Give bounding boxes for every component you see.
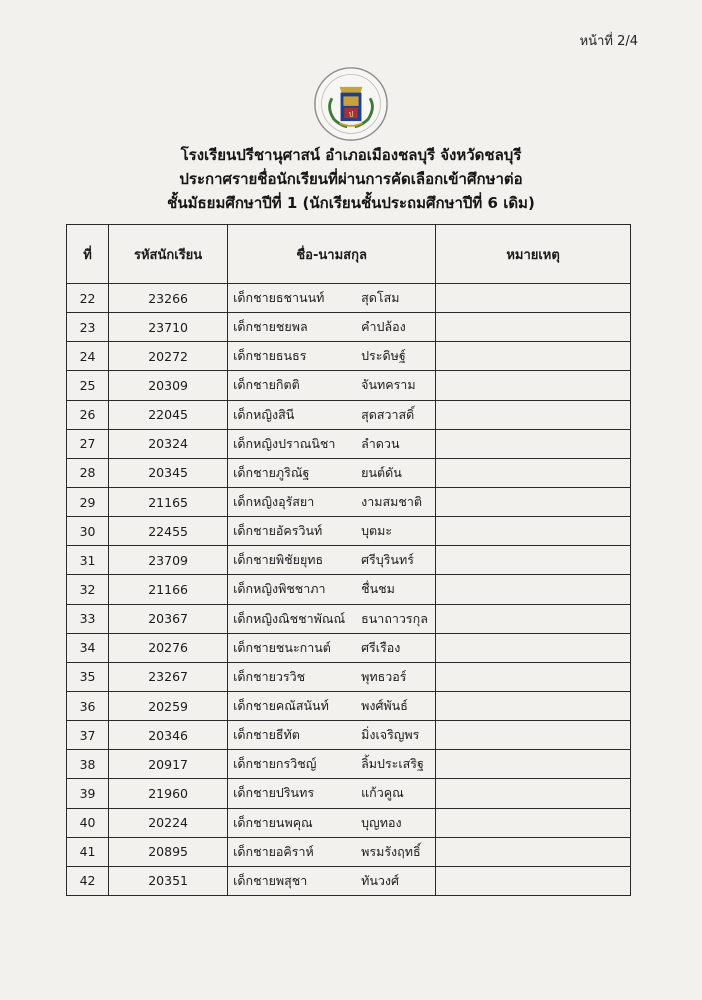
row-number: 25 xyxy=(67,371,109,400)
row-number: 28 xyxy=(67,458,109,487)
student-code: 20346 xyxy=(109,721,228,750)
note-cell xyxy=(436,604,631,633)
row-number: 24 xyxy=(67,342,109,371)
student-first-name: เด็กหญิงพิชชาภา xyxy=(233,581,326,597)
note-cell xyxy=(436,633,631,662)
student-code: 21960 xyxy=(109,779,228,808)
table-row xyxy=(67,633,631,662)
student-first-name: เด็กชายธนธร xyxy=(233,348,307,364)
student-first-name: เด็กชายธีทัต xyxy=(233,727,300,743)
student-last-name: ศรีเรือง xyxy=(361,639,401,655)
student-name-cell xyxy=(228,517,436,546)
student-name-cell xyxy=(228,371,436,400)
student-code: 21165 xyxy=(109,487,228,516)
student-first-name: เด็กชายกิตติ xyxy=(233,377,300,393)
row-number: 23 xyxy=(67,313,109,342)
table-row xyxy=(67,837,631,866)
student-code: 20224 xyxy=(109,808,228,837)
row-number: 30 xyxy=(67,517,109,546)
student-first-name: เด็กชายอัครวินท์ xyxy=(233,523,323,539)
row-number: 34 xyxy=(67,633,109,662)
table-row xyxy=(67,604,631,633)
row-number: 40 xyxy=(67,808,109,837)
student-last-name: ประดิษฐ์ xyxy=(361,348,406,364)
student-code: 21166 xyxy=(109,575,228,604)
student-last-name: พุทธวอร์ xyxy=(361,668,407,684)
table-row xyxy=(67,429,631,458)
table-row xyxy=(67,662,631,691)
student-name-cell xyxy=(228,284,436,313)
table-row xyxy=(67,575,631,604)
row-number: 29 xyxy=(67,487,109,516)
student-name-cell xyxy=(228,633,436,662)
row-number: 22 xyxy=(67,284,109,313)
note-cell xyxy=(436,691,631,720)
table-row xyxy=(67,371,631,400)
student-last-name: ทันวงศ์ xyxy=(361,872,399,888)
student-first-name: เด็กหญิงณิชชาพัณณ์ xyxy=(233,610,346,626)
student-last-name: ชื่นชม xyxy=(361,581,395,597)
student-last-name: ศรีบุรินทร์ xyxy=(361,552,414,568)
header-no: ที่ xyxy=(67,225,109,284)
table-row xyxy=(67,284,631,313)
note-cell xyxy=(436,866,631,895)
student-first-name: เด็กชายกรวิชญ์ xyxy=(233,756,317,772)
table-header-row xyxy=(67,225,631,284)
school-title: โรงเรียนปรีชานุศาสน์ อำเภอเมืองชลบุรี จังหวัดชลบุรี xyxy=(180,146,522,164)
note-cell xyxy=(436,342,631,371)
student-last-name: มิ่งเจริญพร xyxy=(361,727,420,743)
grade-subtitle: ชั้นมัธยมศึกษาปีที่ 1 (นักเรียนชั้นประถมศึกษาปีที่ 6 เดิม) xyxy=(167,194,535,212)
document-header xyxy=(0,143,702,215)
row-number: 37 xyxy=(67,721,109,750)
note-cell xyxy=(436,487,631,516)
student-code: 20309 xyxy=(109,371,228,400)
student-name-cell xyxy=(228,546,436,575)
note-cell xyxy=(436,779,631,808)
student-first-name: เด็กชายชยพล xyxy=(233,319,308,335)
student-first-name: เด็กชายวรวิช xyxy=(233,668,306,684)
student-last-name: ยนต์ดัน xyxy=(361,464,402,480)
table-row xyxy=(67,458,631,487)
student-first-name: เด็กชายชนะกานต์ xyxy=(233,639,331,655)
student-first-name: เด็กชายภูริณัฐ xyxy=(233,464,310,480)
student-last-name: สุดสวาสดิ์ xyxy=(361,406,415,422)
row-number: 39 xyxy=(67,779,109,808)
row-number: 26 xyxy=(67,400,109,429)
note-cell xyxy=(436,750,631,779)
student-code: 22045 xyxy=(109,400,228,429)
header-code: รหัสนักเรียน xyxy=(109,225,228,284)
note-cell xyxy=(436,808,631,837)
table-row xyxy=(67,779,631,808)
student-name-cell xyxy=(228,808,436,837)
student-last-name: ธนาถาวรกุล xyxy=(361,610,428,626)
student-last-name: ลิ้มประเสริฐ xyxy=(361,756,424,772)
student-name-cell xyxy=(228,429,436,458)
student-last-name: งามสมชาติ xyxy=(361,494,422,510)
table-row xyxy=(67,691,631,720)
table-row xyxy=(67,313,631,342)
student-table xyxy=(66,224,631,896)
student-name-cell xyxy=(228,750,436,779)
student-last-name: พงศ์พันธ์ xyxy=(361,698,408,714)
note-cell xyxy=(436,371,631,400)
row-number: 42 xyxy=(67,866,109,895)
school-seal-icon xyxy=(313,66,389,142)
student-first-name: เด็กหญิงอุรัสยา xyxy=(233,494,315,510)
page-number: หน้าที่ 2/4 xyxy=(579,34,638,49)
student-first-name: เด็กหญิงสินี xyxy=(233,406,295,422)
row-number: 32 xyxy=(67,575,109,604)
student-first-name: เด็กชายนพคุณ xyxy=(233,814,313,830)
student-code: 23266 xyxy=(109,284,228,313)
note-cell xyxy=(436,837,631,866)
student-name-cell xyxy=(228,342,436,371)
student-last-name: พรมรังฤทธิ์ xyxy=(361,843,421,859)
student-code: 20272 xyxy=(109,342,228,371)
student-code: 20259 xyxy=(109,691,228,720)
student-name-cell xyxy=(228,575,436,604)
student-first-name: เด็กชายธชานนท์ xyxy=(233,290,325,306)
note-cell xyxy=(436,575,631,604)
student-first-name: เด็กชายคณัสนันท์ xyxy=(233,698,329,714)
student-last-name: จันทคราม xyxy=(361,377,416,393)
student-code: 23267 xyxy=(109,662,228,691)
note-cell xyxy=(436,400,631,429)
student-code: 20351 xyxy=(109,866,228,895)
student-name-cell xyxy=(228,604,436,633)
table-row xyxy=(67,866,631,895)
announcement-title: ประกาศรายชื่อนักเรียนที่ผ่านการคัดเลือกเข้าศึกษาต่อ xyxy=(179,170,523,188)
student-code: 20276 xyxy=(109,633,228,662)
student-first-name: เด็กหญิงปราณนิชา xyxy=(233,435,336,451)
note-cell xyxy=(436,429,631,458)
student-name-cell xyxy=(228,721,436,750)
note-cell xyxy=(436,517,631,546)
note-cell xyxy=(436,721,631,750)
student-first-name: เด็กชายอคิราห์ xyxy=(233,843,314,859)
table-row xyxy=(67,750,631,779)
header-note: หมายเหตุ xyxy=(436,225,631,284)
student-first-name: เด็กชายพิชัยยุทธ xyxy=(233,552,324,568)
student-last-name: บุญทอง xyxy=(361,814,402,830)
student-name-cell xyxy=(228,866,436,895)
table-row xyxy=(67,808,631,837)
student-name-cell xyxy=(228,837,436,866)
student-last-name: คำปล้อง xyxy=(361,319,406,335)
table-row xyxy=(67,400,631,429)
table-row xyxy=(67,721,631,750)
student-last-name: สุดโสม xyxy=(361,290,400,306)
student-last-name: แก้วคูณ xyxy=(361,785,404,801)
row-number: 27 xyxy=(67,429,109,458)
student-name-cell xyxy=(228,779,436,808)
student-first-name: เด็กชายพสุชา xyxy=(233,872,308,888)
student-code: 20367 xyxy=(109,604,228,633)
student-first-name: เด็กชายปรินทร xyxy=(233,785,315,801)
student-name-cell xyxy=(228,487,436,516)
table-row xyxy=(67,546,631,575)
svg-text:ป: ป xyxy=(348,109,354,119)
table-row xyxy=(67,517,631,546)
student-code: 23709 xyxy=(109,546,228,575)
student-name-cell xyxy=(228,458,436,487)
student-last-name: ลำดวน xyxy=(361,435,400,451)
student-name-cell xyxy=(228,662,436,691)
table-row xyxy=(67,342,631,371)
header-name: ชื่อ-นามสกุล xyxy=(228,225,436,284)
note-cell xyxy=(436,546,631,575)
student-name-cell xyxy=(228,400,436,429)
row-number: 41 xyxy=(67,837,109,866)
row-number: 35 xyxy=(67,662,109,691)
student-last-name: บุตมะ xyxy=(361,523,393,539)
note-cell xyxy=(436,284,631,313)
row-number: 36 xyxy=(67,691,109,720)
student-name-cell xyxy=(228,313,436,342)
table-row xyxy=(67,487,631,516)
student-code: 20895 xyxy=(109,837,228,866)
row-number: 33 xyxy=(67,604,109,633)
table-body xyxy=(67,284,631,896)
student-code: 20324 xyxy=(109,429,228,458)
student-code: 20345 xyxy=(109,458,228,487)
note-cell xyxy=(436,458,631,487)
note-cell xyxy=(436,313,631,342)
student-name-cell xyxy=(228,691,436,720)
row-number: 31 xyxy=(67,546,109,575)
row-number: 38 xyxy=(67,750,109,779)
student-code: 23710 xyxy=(109,313,228,342)
student-code: 20917 xyxy=(109,750,228,779)
note-cell xyxy=(436,662,631,691)
student-code: 22455 xyxy=(109,517,228,546)
